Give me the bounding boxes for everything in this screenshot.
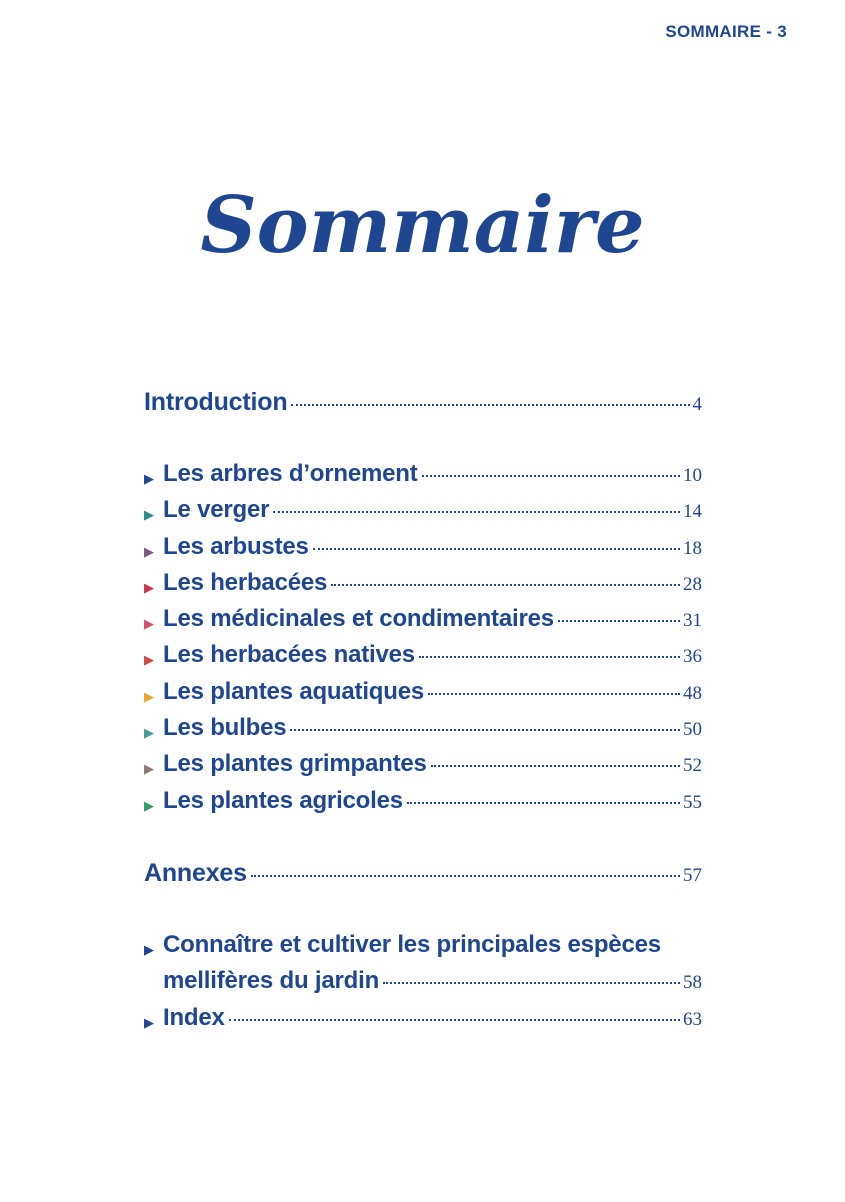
dot-leader	[273, 511, 680, 513]
dot-leader	[431, 765, 680, 767]
toc-page-number: 28	[683, 573, 702, 595]
dot-leader	[313, 548, 680, 550]
toc-page-number: 36	[683, 646, 702, 668]
toc-page-number: 18	[683, 537, 702, 559]
toc-entry-chapter[interactable]	[144, 678, 702, 714]
dot-leader	[229, 1019, 680, 1021]
toc-page-number: 14	[683, 501, 702, 523]
triangle-right-icon: ▶	[144, 616, 154, 632]
dot-leader	[407, 802, 680, 804]
toc-label: Les plantes aquatiques	[163, 677, 425, 705]
dot-leader	[419, 656, 680, 658]
toc-entry-chapter[interactable]	[144, 714, 702, 750]
triangle-right-icon: ▶	[144, 941, 154, 957]
triangle-right-icon: ▶	[144, 543, 154, 559]
toc-label: Les arbustes	[163, 532, 309, 560]
toc-page-number: 55	[683, 791, 702, 813]
toc-label: Connaître et cultiver les principales espèces	[163, 930, 661, 958]
toc-label: Les plantes agricoles	[163, 786, 403, 814]
toc-label: Les médicinales et condimentaires	[163, 605, 554, 633]
toc-page-number: 48	[683, 682, 702, 704]
toc-entry-annex-line1[interactable]	[144, 931, 702, 967]
triangle-right-icon: ▶	[144, 761, 154, 777]
triangle-right-icon: ▶	[144, 1014, 154, 1030]
toc-entry-annexes[interactable]	[144, 859, 702, 895]
toc-label: Les bulbes	[163, 714, 287, 742]
dot-leader	[290, 729, 680, 731]
dot-leader	[383, 982, 680, 984]
toc-page-number: 63	[683, 1008, 702, 1030]
page-title: Sommaire	[200, 180, 645, 271]
toc-page-number: 58	[683, 972, 702, 994]
triangle-right-icon: ▶	[144, 471, 154, 486]
toc-entry-chapter[interactable]	[144, 787, 702, 823]
triangle-right-icon: ▶	[144, 797, 154, 813]
toc-page-number: 57	[683, 864, 702, 886]
toc-page-number: 10	[683, 465, 702, 486]
triangle-right-icon: ▶	[144, 652, 154, 668]
toc-label: Introduction	[144, 388, 288, 416]
triangle-right-icon: ▶	[144, 725, 154, 741]
toc-entry-annex[interactable]	[144, 967, 702, 1003]
toc-label: Les herbacées natives	[163, 641, 415, 669]
toc-page-number: 4	[692, 394, 702, 415]
toc-page-number: 50	[683, 719, 702, 741]
dot-leader	[558, 620, 680, 622]
toc-entry-chapter[interactable]	[144, 569, 702, 605]
toc-entry-index[interactable]	[144, 1004, 702, 1040]
dot-leader	[428, 693, 680, 695]
toc-label: Les plantes grimpantes	[163, 750, 427, 778]
toc-label: Index	[163, 1003, 225, 1031]
toc-entry-chapter[interactable]	[144, 533, 702, 569]
toc-entry-chapter[interactable]	[144, 605, 702, 641]
toc-page-number: 52	[683, 755, 702, 777]
toc-entry-chapter[interactable]	[144, 750, 702, 786]
toc-entry-introduction[interactable]	[144, 388, 702, 424]
triangle-right-icon: ▶	[144, 579, 154, 595]
toc-page-number: 31	[683, 610, 702, 632]
toc-label: Annexes	[144, 858, 247, 887]
toc-label: Les herbacées	[163, 568, 328, 596]
dot-leader	[422, 475, 680, 477]
toc-entry-chapter[interactable]	[144, 460, 702, 496]
triangle-right-icon: ▶	[144, 688, 154, 704]
toc-entry-chapter[interactable]	[144, 641, 702, 677]
toc-label: Les arbres d’ornement	[163, 460, 418, 487]
dot-leader	[251, 875, 680, 877]
toc-entry-chapter[interactable]	[144, 496, 702, 532]
dot-leader	[331, 584, 680, 586]
running-head: SOMMAIRE - 3	[665, 22, 787, 41]
dot-leader	[291, 404, 689, 406]
toc-label: Le verger	[163, 496, 270, 524]
toc-label: mellifères du jardin	[163, 967, 380, 995]
triangle-right-icon: ▶	[144, 507, 154, 523]
table-of-contents	[144, 388, 702, 1040]
